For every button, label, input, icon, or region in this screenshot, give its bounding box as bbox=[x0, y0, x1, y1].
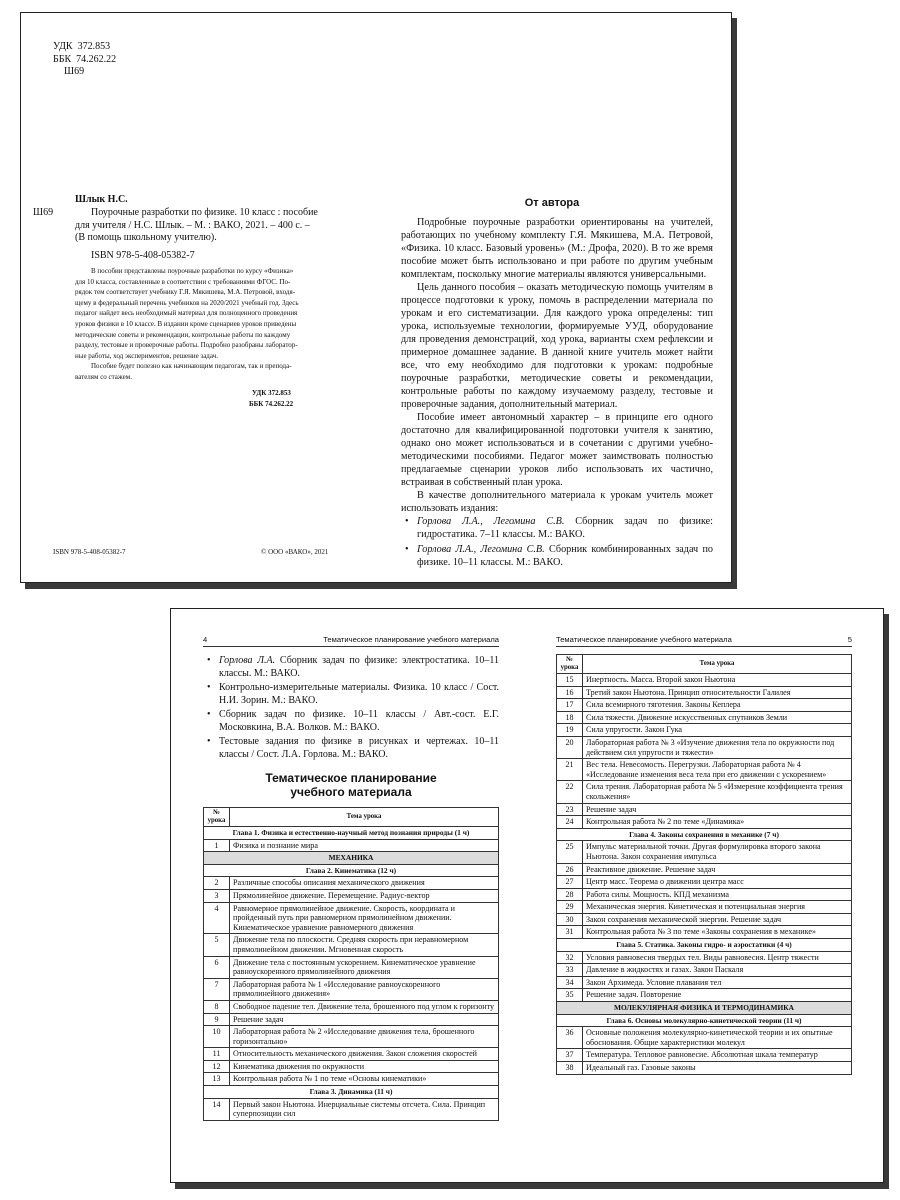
table-row bbox=[557, 876, 852, 889]
lesson-topic: Условия равновесия твердых тел. Виды равновесия. Центр тяжести bbox=[583, 951, 852, 964]
lesson-number: 16 bbox=[557, 686, 583, 699]
part-heading: МОЛЕКУЛЯРНАЯ ФИЗИКА И ТЕРМОДИНАМИКА bbox=[557, 1002, 852, 1015]
table-row bbox=[557, 888, 852, 901]
lesson-number: 8 bbox=[204, 1000, 230, 1013]
preface-title: От автора bbox=[524, 197, 580, 209]
lesson-topic: Третий закон Ньютона. Принцип относительности Галилея bbox=[583, 686, 852, 699]
lesson-number: 18 bbox=[557, 711, 583, 724]
lesson-topic: Центр масс. Теорема о движении центра масс bbox=[583, 876, 852, 889]
table-row bbox=[557, 926, 852, 939]
part-heading-row bbox=[204, 852, 499, 865]
lesson-number: 38 bbox=[557, 1062, 583, 1075]
bib-line: для учителя / Н.С. Шлык. – М. : ВАКО, 2021. – 400 с. – bbox=[75, 219, 310, 231]
preface-paragraph: Цель данного пособия – оказать методическую помощь учителям в процессе подготовки к уроку, помочь в распределении материала по урокам и его систематизации. Для каждого урока определены: тип урока, используемые технологии, формируемые УУД, оборудование для проведения демонстраций, ход урока, варианты схем рефлексии и примерное домашнее задание. В данной книге учитель может найти все, что ему необходимо для подготовки к урокам: подробные поурочные разработки, методические советы и рекомендации, контрольные работы по каждому изучаемому разделу, тестовые и проверочные задания, дополнительный материал. bbox=[401, 282, 713, 410]
lesson-number: 3 bbox=[204, 889, 230, 902]
list-item bbox=[203, 682, 499, 707]
lesson-topic: Решение задач. Повторение bbox=[583, 989, 852, 1002]
lesson-number: 23 bbox=[557, 803, 583, 816]
classification-bottom bbox=[249, 388, 344, 409]
lesson-number: 5 bbox=[204, 934, 230, 956]
table-row bbox=[557, 1062, 852, 1075]
preface-list bbox=[401, 515, 713, 569]
list-item bbox=[401, 543, 713, 569]
lesson-number: 20 bbox=[557, 736, 583, 758]
lesson-topic: Работа силы. Мощность. КПД механизма bbox=[583, 888, 852, 901]
table-row bbox=[204, 839, 499, 852]
col-num-header bbox=[557, 655, 583, 674]
lesson-topic: Давление в жидкостях и газах. Закон Паскаля bbox=[583, 964, 852, 977]
table-row bbox=[557, 736, 852, 758]
table-row bbox=[557, 1049, 852, 1062]
lesson-number: 36 bbox=[557, 1027, 583, 1049]
list-item-author: Горлова Л.А. bbox=[219, 655, 276, 666]
table-row bbox=[557, 901, 852, 914]
col-num-1: № bbox=[566, 656, 573, 663]
running-header bbox=[203, 635, 499, 647]
col-num-header bbox=[204, 808, 230, 827]
list-item-author: Горлова Л.А., Легомина С.В. bbox=[417, 516, 565, 527]
author-mark: Ш69 bbox=[64, 66, 85, 77]
lesson-number: 21 bbox=[557, 759, 583, 781]
lesson-number: 17 bbox=[557, 699, 583, 712]
udk-value: 372.853 bbox=[77, 41, 111, 52]
table-row bbox=[204, 1048, 499, 1061]
page-number: 5 bbox=[847, 635, 852, 644]
table-row bbox=[557, 781, 852, 803]
lesson-topic: Контрольная работа № 3 по теме «Законы сохранения в механике» bbox=[583, 926, 852, 939]
lesson-topic: Движение тела по плоскости. Средняя скорость при неравномерном прямолинейном движении. Мгновенная скорость bbox=[230, 934, 499, 956]
lesson-topic: Контрольная работа № 1 по теме «Основы кинематики» bbox=[230, 1073, 499, 1086]
lesson-number: 2 bbox=[204, 877, 230, 890]
chapter-heading-row bbox=[204, 827, 499, 840]
right-page bbox=[556, 635, 852, 1075]
part-heading: МЕХАНИКА bbox=[204, 852, 499, 865]
lesson-number: 34 bbox=[557, 976, 583, 989]
lesson-topic: Реактивное движение. Решение задач bbox=[583, 863, 852, 876]
lesson-topic: Относительность механического движения. Закон сложения скоростей bbox=[230, 1048, 499, 1061]
lesson-topic: Решение задач bbox=[583, 803, 852, 816]
header-title: Тематическое планирование учебного материала bbox=[323, 635, 499, 644]
lesson-topic: Температура. Тепловое равновесие. Абсолютная шкала температур bbox=[583, 1049, 852, 1062]
lesson-topic: Контрольная работа № 2 по теме «Динамика» bbox=[583, 816, 852, 829]
running-header bbox=[556, 635, 852, 647]
annotation-line: ные работы, ход экспериментов, решение задач. bbox=[75, 351, 218, 360]
list-item bbox=[203, 736, 499, 761]
lesson-topic: Решение задач bbox=[230, 1013, 499, 1026]
table-row bbox=[557, 711, 852, 724]
lesson-number: 14 bbox=[204, 1098, 230, 1120]
lesson-number: 15 bbox=[557, 674, 583, 687]
list-item-text: Сборник задач по физике: гидростатика. 7–11 классы. М.: ВАКО. bbox=[417, 516, 713, 540]
table-row bbox=[204, 889, 499, 902]
table-row bbox=[204, 934, 499, 956]
lesson-number: 13 bbox=[204, 1073, 230, 1086]
bibliographic-description bbox=[75, 207, 347, 262]
lesson-number: 32 bbox=[557, 951, 583, 964]
table-row bbox=[557, 863, 852, 876]
lesson-topic: Различные способы описания механического движения bbox=[230, 877, 499, 890]
lesson-number: 6 bbox=[204, 956, 230, 978]
table-row bbox=[557, 989, 852, 1002]
table-header bbox=[204, 808, 499, 827]
annotation-line: вателям со стажем. bbox=[75, 372, 132, 381]
lesson-topic: Лабораторная работа № 2 «Исследование движения тела, брошенного горизонтально» bbox=[230, 1026, 499, 1048]
lesson-topic: Вес тела. Невесомость. Перегрузки. Лабораторная работа № 4 «Исследование изменения веса тела при его движении с ускорением» bbox=[583, 759, 852, 781]
table-row bbox=[204, 978, 499, 1000]
lesson-topic: Импульс материальной точки. Другая формулировка второго закона Ньютона. Закон сохранения импульса bbox=[583, 841, 852, 863]
annotation-line: уроков физики в 10 классе. В издании кроме сценариев уроков приведены bbox=[75, 319, 297, 328]
table-row bbox=[557, 724, 852, 737]
lesson-number: 31 bbox=[557, 926, 583, 939]
chapter-heading: Глава 5. Статика. Законы гидро- и аэростатики (4 ч) bbox=[557, 939, 852, 952]
preface-paragraph: Подробные поурочные разработки ориентированы на учителей, работающих по учебному комплекту Г.Я. Мякишева, М.А. Петровой, «Физика. 10 класс. Базовый уровень» (М.: Дрофа, 2020). В то же время пособие может быть использовано и при работе по другим учебным комплектам, поскольку многие материалы являются универсальными. bbox=[401, 217, 713, 280]
list-item-text: Тестовые задания по физике в рисунках и чертежах. 10–11 классы / Сост. Л.А. Горлова. М.: ВАКО. bbox=[219, 736, 499, 760]
table-row bbox=[204, 1060, 499, 1073]
table-row bbox=[204, 956, 499, 978]
footer-copyright: © ООО «ВАКО», 2021 bbox=[261, 548, 329, 556]
preface-paragraph: В качестве дополнительного материала к урокам учитель может использовать издания: bbox=[401, 490, 713, 514]
annotation bbox=[75, 266, 360, 383]
lesson-number: 35 bbox=[557, 989, 583, 1002]
author-heading: Шлык Н.С. bbox=[75, 194, 128, 205]
left-page bbox=[203, 635, 499, 1121]
lesson-topic: Прямолинейное движение. Перемещение. Радиус-вектор bbox=[230, 889, 499, 902]
chapter-heading-row bbox=[204, 864, 499, 877]
annotation-line: рядок тем соответствует учебнику Г.Я. Мякишева, М.А. Петровой, входя- bbox=[75, 288, 296, 297]
list-item-text: Сборник комбинированных задач по физике. 10–11 классы. М.: ВАКО. bbox=[417, 544, 713, 568]
lesson-topic: Сила трения. Лабораторная работа № 5 «Измерение коэффициента трения скольжения» bbox=[583, 781, 852, 803]
plan-table bbox=[556, 654, 852, 1075]
lesson-topic: Сила упругости. Закон Гука bbox=[583, 724, 852, 737]
table-row bbox=[557, 816, 852, 829]
lesson-topic: Инертность. Масса. Второй закон Ньютона bbox=[583, 674, 852, 687]
section-title-line: Тематическое планирование bbox=[265, 771, 437, 785]
lesson-number: 4 bbox=[204, 902, 230, 934]
table-row bbox=[557, 1027, 852, 1049]
udk-block bbox=[53, 41, 116, 79]
lesson-number: 1 bbox=[204, 839, 230, 852]
chapter-heading: Глава 3. Динамика (11 ч) bbox=[204, 1086, 499, 1099]
udk-bottom: УДК 372.853 bbox=[252, 389, 291, 397]
lesson-topic: Основные положения молекулярно-кинетической теории и их опытные обоснования. Общие характеристики молекул bbox=[583, 1027, 852, 1049]
lesson-topic: Кинематика движения по окружности bbox=[230, 1060, 499, 1073]
col-topic-header: Тема урока bbox=[230, 808, 499, 827]
annotation-line: для 10 класса, составленные в соответствии с требованиями ФГОС. По- bbox=[75, 277, 291, 286]
table-row bbox=[557, 841, 852, 863]
spread-page bbox=[170, 608, 884, 1183]
annotation-line: В пособии представлены поурочные разработки по курсу «Физика» bbox=[91, 267, 294, 275]
list-item-text: Сборник задач по физике. 10–11 классы / Авт.-сост. Е.Г. Московкина, В.А. Волков. М.: ВАКО. bbox=[219, 709, 499, 733]
lesson-number: 30 bbox=[557, 913, 583, 926]
lesson-topic: Закон сохранения механической энергии. Решение задач bbox=[583, 913, 852, 926]
lesson-number: 11 bbox=[204, 1048, 230, 1061]
lesson-topic: Лабораторная работа № 3 «Изучение движения тела по окружности под действием сил упругости и тяжести» bbox=[583, 736, 852, 758]
lesson-number: 33 bbox=[557, 964, 583, 977]
lesson-topic: Физика и познание мира bbox=[230, 839, 499, 852]
table-row bbox=[557, 759, 852, 781]
lesson-number: 24 bbox=[557, 816, 583, 829]
lesson-topic: Движение тела с постоянным ускорением. Кинематическое уравнение равноускоренного прямолинейного движения bbox=[230, 956, 499, 978]
table-row bbox=[557, 913, 852, 926]
lesson-topic: Лабораторная работа № 1 «Исследование равноускоренного прямолинейного движения» bbox=[230, 978, 499, 1000]
lesson-number: 37 bbox=[557, 1049, 583, 1062]
chapter-heading: Глава 4. Законы сохранения в механике (7 ч) bbox=[557, 828, 852, 841]
table-row bbox=[204, 1000, 499, 1013]
lesson-number: 10 bbox=[204, 1026, 230, 1048]
annotation-line: педагог найдет весь необходимый материал для полноценного проведения bbox=[75, 309, 298, 318]
chapter-heading-row bbox=[204, 1086, 499, 1099]
isbn: ISBN 978-5-408-05382-7 bbox=[91, 249, 195, 261]
table-row bbox=[557, 951, 852, 964]
bbk-label: ББК bbox=[53, 53, 72, 65]
table-row bbox=[557, 699, 852, 712]
part-heading-row bbox=[557, 1002, 852, 1015]
chapter-heading-row bbox=[557, 1014, 852, 1027]
author-mark-margin: Ш69 bbox=[33, 207, 54, 218]
lesson-number: 19 bbox=[557, 724, 583, 737]
lesson-topic: Первый закон Ньютона. Инерциальные системы отсчета. Сила. Принцип суперпозиции сил bbox=[230, 1098, 499, 1120]
list-item bbox=[203, 655, 499, 680]
table-row bbox=[557, 803, 852, 816]
annotation-line: методические советы и рекомендации, контрольные работы по каждому bbox=[75, 330, 291, 339]
lesson-topic: Идеальный газ. Газовые законы bbox=[583, 1062, 852, 1075]
footer-isbn: ISBN 978-5-408-05382-7 bbox=[53, 548, 126, 556]
bbk-bottom: ББК 74.262.22 bbox=[249, 399, 294, 408]
col-topic-header: Тема урока bbox=[583, 655, 852, 674]
table-row bbox=[204, 902, 499, 934]
table-row bbox=[557, 976, 852, 989]
annotation-line: Пособие будет полезно как начинающим педагогам, так и препода- bbox=[91, 362, 292, 371]
lesson-number: 25 bbox=[557, 841, 583, 863]
chapter-heading-row bbox=[557, 939, 852, 952]
table-row bbox=[204, 1013, 499, 1026]
list-item-text: Контрольно-измерительные материалы. Физика. 10 класс / Сост. Н.И. Зорин. М.: ВАКО. bbox=[219, 682, 499, 706]
section-title bbox=[203, 771, 499, 799]
lesson-number: 22 bbox=[557, 781, 583, 803]
col-num-2: урока bbox=[207, 817, 226, 824]
table-row bbox=[204, 1073, 499, 1086]
lesson-number: 26 bbox=[557, 863, 583, 876]
lesson-topic: Сила тяжести. Движение искусственных спутников Земли bbox=[583, 711, 852, 724]
lesson-topic: Сила всемирного тяготения. Законы Кеплера bbox=[583, 699, 852, 712]
preface-body bbox=[401, 216, 713, 571]
bbk-value: 74.262.22 bbox=[76, 53, 117, 65]
chapter-heading: Глава 1. Физика и естественно-научный метод познания природы (1 ч) bbox=[204, 827, 499, 840]
annotation-line: разделу, тестовые и проверочные работы. Подробно разобраны лаборатор- bbox=[75, 341, 298, 350]
table-row bbox=[557, 964, 852, 977]
lesson-topic: Свободное падение тел. Движение тела, брошенного под углом к горизонту bbox=[230, 1000, 499, 1013]
header-title: Тематическое планирование учебного материала bbox=[556, 635, 732, 644]
col-num-1: № bbox=[213, 809, 220, 816]
table-row bbox=[557, 674, 852, 687]
lesson-number: 9 bbox=[204, 1013, 230, 1026]
bib-line: (В помощь школьному учителю). bbox=[75, 232, 217, 243]
lesson-number: 29 bbox=[557, 901, 583, 914]
lesson-number: 7 bbox=[204, 978, 230, 1000]
col-num-2: урока bbox=[560, 664, 579, 671]
list-item-text: Сборник задач по физике: электростатика. 10–11 классы. М.: ВАКО. bbox=[219, 655, 499, 679]
chapter-heading: Глава 6. Основы молекулярно-кинетической теории (11 ч) bbox=[557, 1014, 852, 1027]
table-row bbox=[204, 877, 499, 890]
lesson-number: 12 bbox=[204, 1060, 230, 1073]
sources-list bbox=[203, 655, 499, 761]
table-row bbox=[204, 1026, 499, 1048]
page-number: 4 bbox=[203, 635, 208, 644]
lesson-topic: Равномерное прямолинейное движение. Скорость, координата и пройденный путь при равномерном прямолинейном движении. Кинематическое уравнение равномерного движения bbox=[230, 902, 499, 934]
chapter-heading-row bbox=[557, 828, 852, 841]
lesson-number: 28 bbox=[557, 888, 583, 901]
plan-table bbox=[203, 807, 499, 1121]
table-row bbox=[204, 1098, 499, 1120]
bib-line: Поурочные разработки по физике. 10 класс : пособие bbox=[91, 207, 318, 218]
udk-label: УДК bbox=[53, 41, 73, 52]
list-item bbox=[401, 515, 713, 541]
lesson-topic: Закон Архимеда. Условие плавания тел bbox=[583, 976, 852, 989]
list-item bbox=[203, 709, 499, 734]
section-title-line: учебного материала bbox=[290, 785, 412, 799]
imprint-page bbox=[20, 12, 732, 583]
chapter-heading: Глава 2. Кинематика (12 ч) bbox=[204, 864, 499, 877]
lesson-topic: Механическая энергия. Кинетическая и потенциальная энергия bbox=[583, 901, 852, 914]
list-item-author: Горлова Л.А., Легомина С.В. bbox=[417, 544, 545, 555]
table-header bbox=[557, 655, 852, 674]
table-row bbox=[557, 686, 852, 699]
preface-paragraph: Пособие имеет автономный характер – в принципе его одного достаточно для квалифицированной подготовки учителя к занятию, однако оно может использоваться и в сочетании с другими учебно-методическими пособиями. Педагог может заимствовать полностью предлагаемые сценарии уроков либо использовать их частично, встраивая в собственный план урока. bbox=[401, 412, 713, 488]
lesson-number: 27 bbox=[557, 876, 583, 889]
annotation-line: щему в федеральный перечень учебников на 2020/2021 учебный год. Здесь bbox=[75, 298, 299, 307]
